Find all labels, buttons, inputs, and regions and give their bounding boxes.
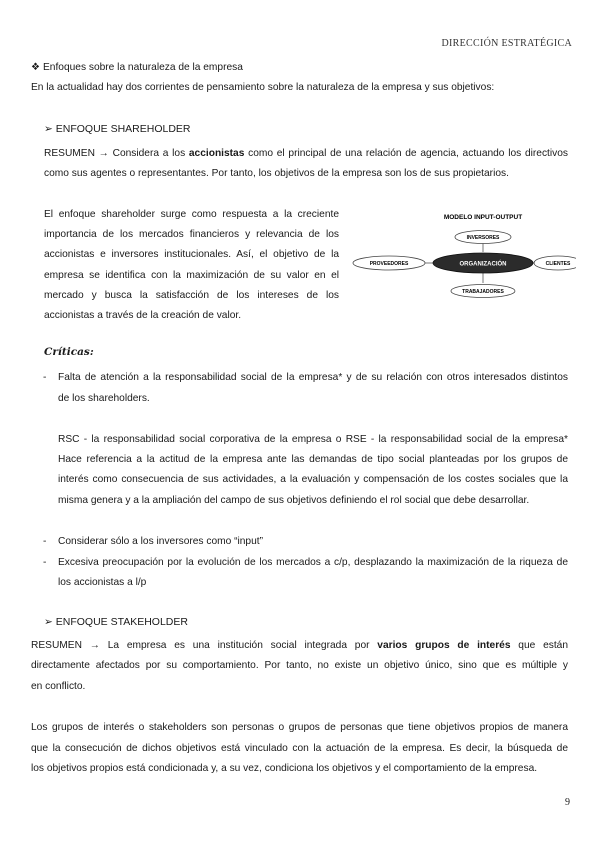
resumen-rest: como el principal de una relación de agencia, actuando los directivos	[244, 148, 568, 159]
resumen-bold: varios grupos de interés	[377, 640, 511, 651]
diagram-title: MODELO INPUT-OUTPUT	[443, 214, 523, 221]
arrow-bullet-icon: ➢	[44, 616, 53, 628]
shareholder-heading-text: ENFOQUE SHAREHOLDER	[55, 123, 191, 135]
shareholder-body-line: accionistas e inversores institucionales. Así, el objetivo de la	[44, 249, 339, 260]
resumen-prefix: RESUMEN → Considera a los	[44, 148, 189, 159]
investors-label: INVERSORES	[466, 235, 500, 241]
stakeholder-body-line: Los grupos de interés o stakeholders son personas o grupos de personas que tiene objetivos propios de manera	[31, 722, 568, 733]
shareholder-resumen-line2: como sus agentes o representantes. Por tanto, los objetivos de la empresa son los de sus propietarios.	[44, 168, 509, 179]
stakeholder-heading	[44, 616, 188, 628]
critica-3-line1: Excesiva preocupación por la evolución de los mercados a c/p, desplazando la maximización de la riqueza de	[58, 557, 568, 568]
resumen-bold: accionistas	[188, 148, 245, 159]
suppliers-label: PROVEEDORES	[369, 261, 409, 267]
shareholder-body-line: importancia de los mercados financieros y relevancia de los	[44, 229, 339, 240]
running-header: DIRECCIÓN ESTRATÉGICA	[441, 38, 572, 49]
shareholder-heading	[44, 123, 191, 135]
resumen-rest: que están	[510, 640, 568, 651]
workers-label: TRABAJADORES	[462, 289, 504, 295]
section-heading	[31, 58, 243, 79]
critica-1-line1: Falta de atención a la responsabilidad social de la empresa* y de su relación con otros interesados distintos	[58, 372, 568, 383]
shareholder-body-line: empresa se identifica con la maximización de su valor en el	[44, 270, 339, 281]
critica-3-line2: los accionistas a l/p	[58, 577, 147, 588]
resumen-prefix: RESUMEN → La empresa es una institución social integrada por	[31, 640, 378, 651]
dash-bullet-icon: -	[43, 372, 47, 383]
critica-2: Considerar sólo a los inversores como “input”	[58, 536, 263, 547]
stakeholder-resumen-line3: en conflicto.	[31, 681, 86, 692]
shareholder-resumen-line1	[44, 144, 568, 165]
shareholder-body-line: El enfoque shareholder surge como respuesta a la creciente	[44, 209, 339, 220]
rsc-line: Hace referencia a la actitud de la empresa ante las demandas de tipo social planteadas por los grupos de	[58, 454, 568, 465]
shareholder-body-line: mercado y busca la satisfacción de los intereses de los	[44, 290, 339, 301]
page-number: 9	[565, 797, 570, 808]
rsc-line: interés como consecuencia de sus actividades, a la evaluación y compensación de los costes sociales que la	[58, 474, 568, 485]
stakeholder-body-line: que la consecución de dichos objetivos está vinculado con la actuación de la empresa. Es decir, la búsqueda de	[31, 743, 568, 754]
organization-label: ORGANIZACIÓN	[459, 261, 507, 268]
stakeholder-resumen-line1	[31, 636, 568, 657]
dash-bullet-icon: -	[43, 536, 47, 547]
input-output-diagram	[350, 208, 576, 308]
arrow-bullet-icon: ➢	[44, 123, 53, 135]
stakeholder-body-line: los objetivos propios está condicionada y, a su vez, condiciona los objetivos y el comportamiento de la empresa.	[31, 763, 538, 774]
criticas-heading: Críticas:	[44, 346, 94, 358]
dash-bullet-icon: -	[43, 557, 47, 568]
section-intro: En la actualidad hay dos corrientes de pensamiento sobre la naturaleza de la empresa y sus objetivos:	[31, 82, 495, 93]
stakeholder-heading-text: ENFOQUE STAKEHOLDER	[55, 616, 188, 628]
section-title: Enfoques sobre la naturaleza de la empresa	[42, 62, 243, 73]
rsc-line: misma genera y a la ampliación del campo de sus objetivos definiendo el rol social que debe desarrollar.	[58, 495, 530, 506]
rsc-line: RSC - la responsabilidad social corporativa de la empresa o RSE - la responsabilidad social de la empresa*	[58, 434, 568, 445]
shareholder-body-line: accionistas a través de la creación de valor.	[44, 310, 242, 321]
critica-1-line2: de los shareholders.	[58, 393, 150, 404]
clients-label: CLIENTES	[545, 261, 571, 267]
diamond-bullet-icon: ❖	[31, 62, 41, 73]
stakeholder-resumen-line2: directamente afectados por su comportamiento. Por tanto, no existe un objetivo único, sino que es múltiple y	[31, 660, 568, 671]
